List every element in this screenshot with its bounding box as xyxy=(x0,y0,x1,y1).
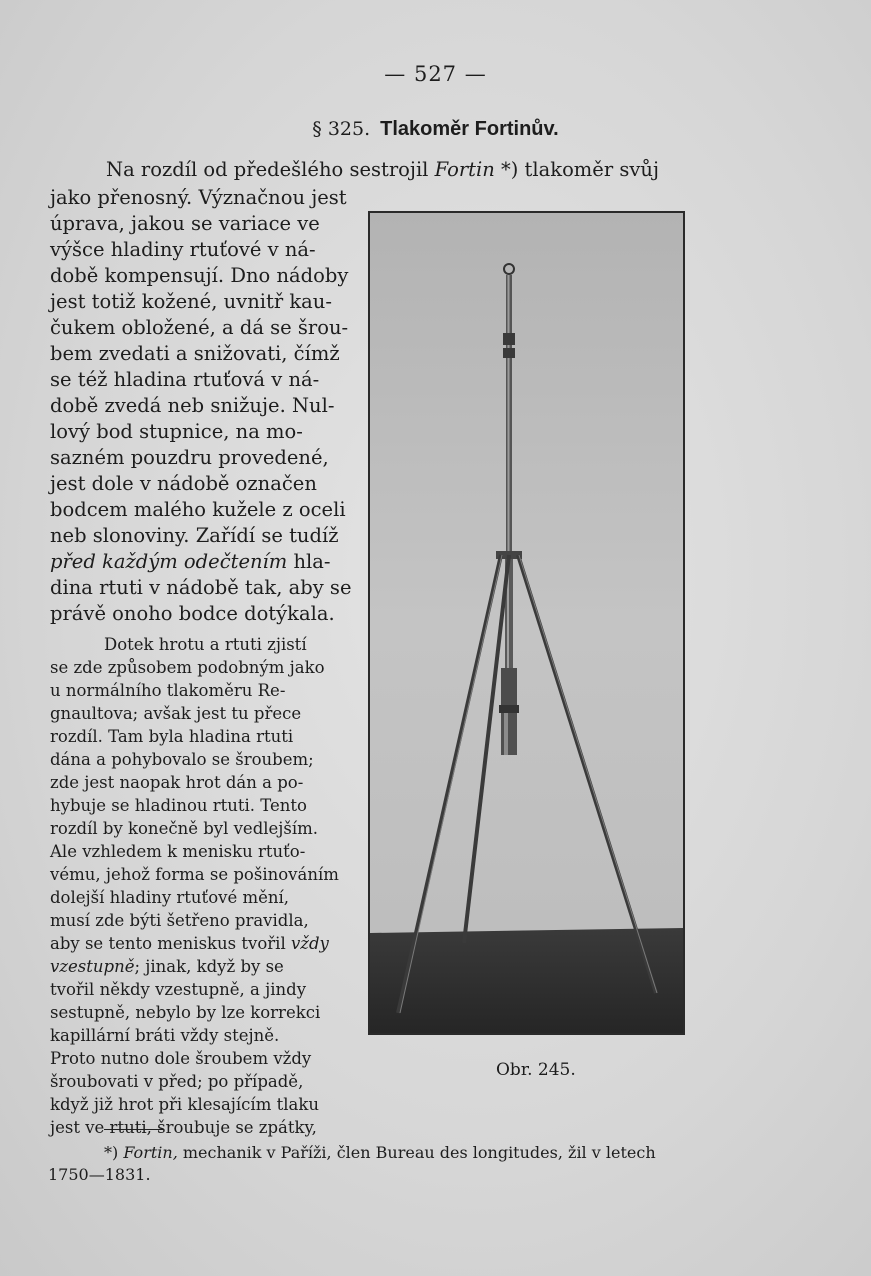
section-title: Tlakoměr Fortinův. xyxy=(380,118,559,140)
small-line: zde jest naopak hrot dán a po- xyxy=(50,773,304,792)
small-line: vému, jehož forma se pošinováním xyxy=(50,865,339,884)
footnote-name: Fortin, xyxy=(123,1143,178,1162)
figure-photo xyxy=(368,211,685,1035)
small-emph-line xyxy=(50,956,344,977)
small-emph-before: aby se tento meniskus tvořil xyxy=(50,934,291,953)
small-line: šroubovati v před; po případě, xyxy=(50,1072,304,1091)
column-line: bem zvedati a snižovati, čímž xyxy=(50,342,340,365)
column-line: právě onoho bodce dotýkala. xyxy=(50,602,335,625)
small-emph-after: ; jinak, když by se xyxy=(134,957,284,976)
small-line: tvořil někdy vzestupně, a jindy xyxy=(50,980,307,999)
small-line: gnaultova; avšak jest tu přece xyxy=(50,704,302,723)
column-line: jako přenosný. Význačnou jest xyxy=(50,186,347,209)
column-line: lový bod stupnice, na mo- xyxy=(50,420,303,443)
small-line: hybuje se hladinou rtuti. Tento xyxy=(50,796,307,815)
column-line: době zvedá neb snižuje. Nul- xyxy=(50,394,335,417)
figure-caption: Obr. 245. xyxy=(496,1060,576,1080)
small-line: když již hrot při klesajícím tlaku xyxy=(50,1095,319,1114)
column-line: výšce hladiny rtuťové v ná- xyxy=(50,238,316,261)
column-line: bodcem malého kuželе z oceli xyxy=(50,498,346,521)
lead-line-after: *) tlakoměr svůj xyxy=(494,158,659,181)
small-line: Ale vzhledem k menisku rtuťo- xyxy=(50,842,306,861)
small-emph-italic: vždy xyxy=(290,934,329,953)
floor-base xyxy=(370,928,683,1033)
small-emph-line xyxy=(50,933,344,954)
column-line: neb slonoviny. Zařídí se tudíž xyxy=(50,524,339,547)
section-number: § 325. xyxy=(312,118,371,140)
column-line: dina rtuti v nádobě tak, aby se xyxy=(50,576,352,599)
column-line: době kompensují. Dno nádoby xyxy=(50,264,349,287)
small-line: Dotek hrotu a rtuti zjistí xyxy=(104,635,307,654)
column-emph-line xyxy=(50,550,344,574)
section-heading xyxy=(0,118,871,141)
footnote-text: mechanik v Paříži, člen Bureau des longitudes, žil v letech xyxy=(177,1143,656,1162)
column-line: jest totiž kožené, uvnitř kau- xyxy=(50,290,332,313)
column-line: jest dole v nádobě označen xyxy=(50,472,317,495)
lead-line-name: Fortin xyxy=(434,158,495,181)
small-line: musí zde býti šetřeno pravidla, xyxy=(50,911,309,930)
page-number: — 527 — xyxy=(384,62,487,86)
small-line: rozdíl. Tam byla hladina rtuti xyxy=(50,727,294,746)
tripod-barometer-illustration xyxy=(370,213,683,1033)
column-line: sazném pouzdru provedené, xyxy=(50,446,329,469)
footnote-line-2: 1750—1831. xyxy=(48,1165,151,1184)
column-line: se též hladina rtuťová v ná- xyxy=(50,368,320,391)
small-emph-italic: vzestupně xyxy=(50,957,135,976)
small-line: Proto nutno dole šroubem vždy xyxy=(50,1049,312,1068)
small-line: kapillární bráti vždy stejně. xyxy=(50,1026,280,1045)
cistern xyxy=(501,668,517,708)
lead-line-before: Na rozdíl od předešlého sestrojil xyxy=(106,158,435,181)
small-line: dolejší hladiny rtuťové mění, xyxy=(50,888,290,907)
lead-line xyxy=(106,158,700,182)
footnote-marker: *) xyxy=(104,1143,124,1162)
footnote-line-1 xyxy=(104,1142,656,1164)
column-line: úprava, jakou se variace ve xyxy=(50,212,320,235)
small-line: rozdíl by konečně byl vedlejším. xyxy=(50,819,319,838)
emph-rest: hla- xyxy=(287,550,331,573)
emph-italic: před každým odečtením xyxy=(50,550,288,573)
small-line: jest ve rtuti, šroubuje se zpátky, xyxy=(50,1118,317,1137)
small-line: dána a pohybovalo se šroubem; xyxy=(50,750,314,769)
small-line: sestupně, nebylo by lze korrekci xyxy=(50,1003,321,1022)
column-line: čukem obložené, a dá se šrou- xyxy=(50,316,349,339)
small-line: se zde způsobem podobným jako xyxy=(50,658,325,677)
small-line: u normálního tlakoměru Re- xyxy=(50,681,286,700)
